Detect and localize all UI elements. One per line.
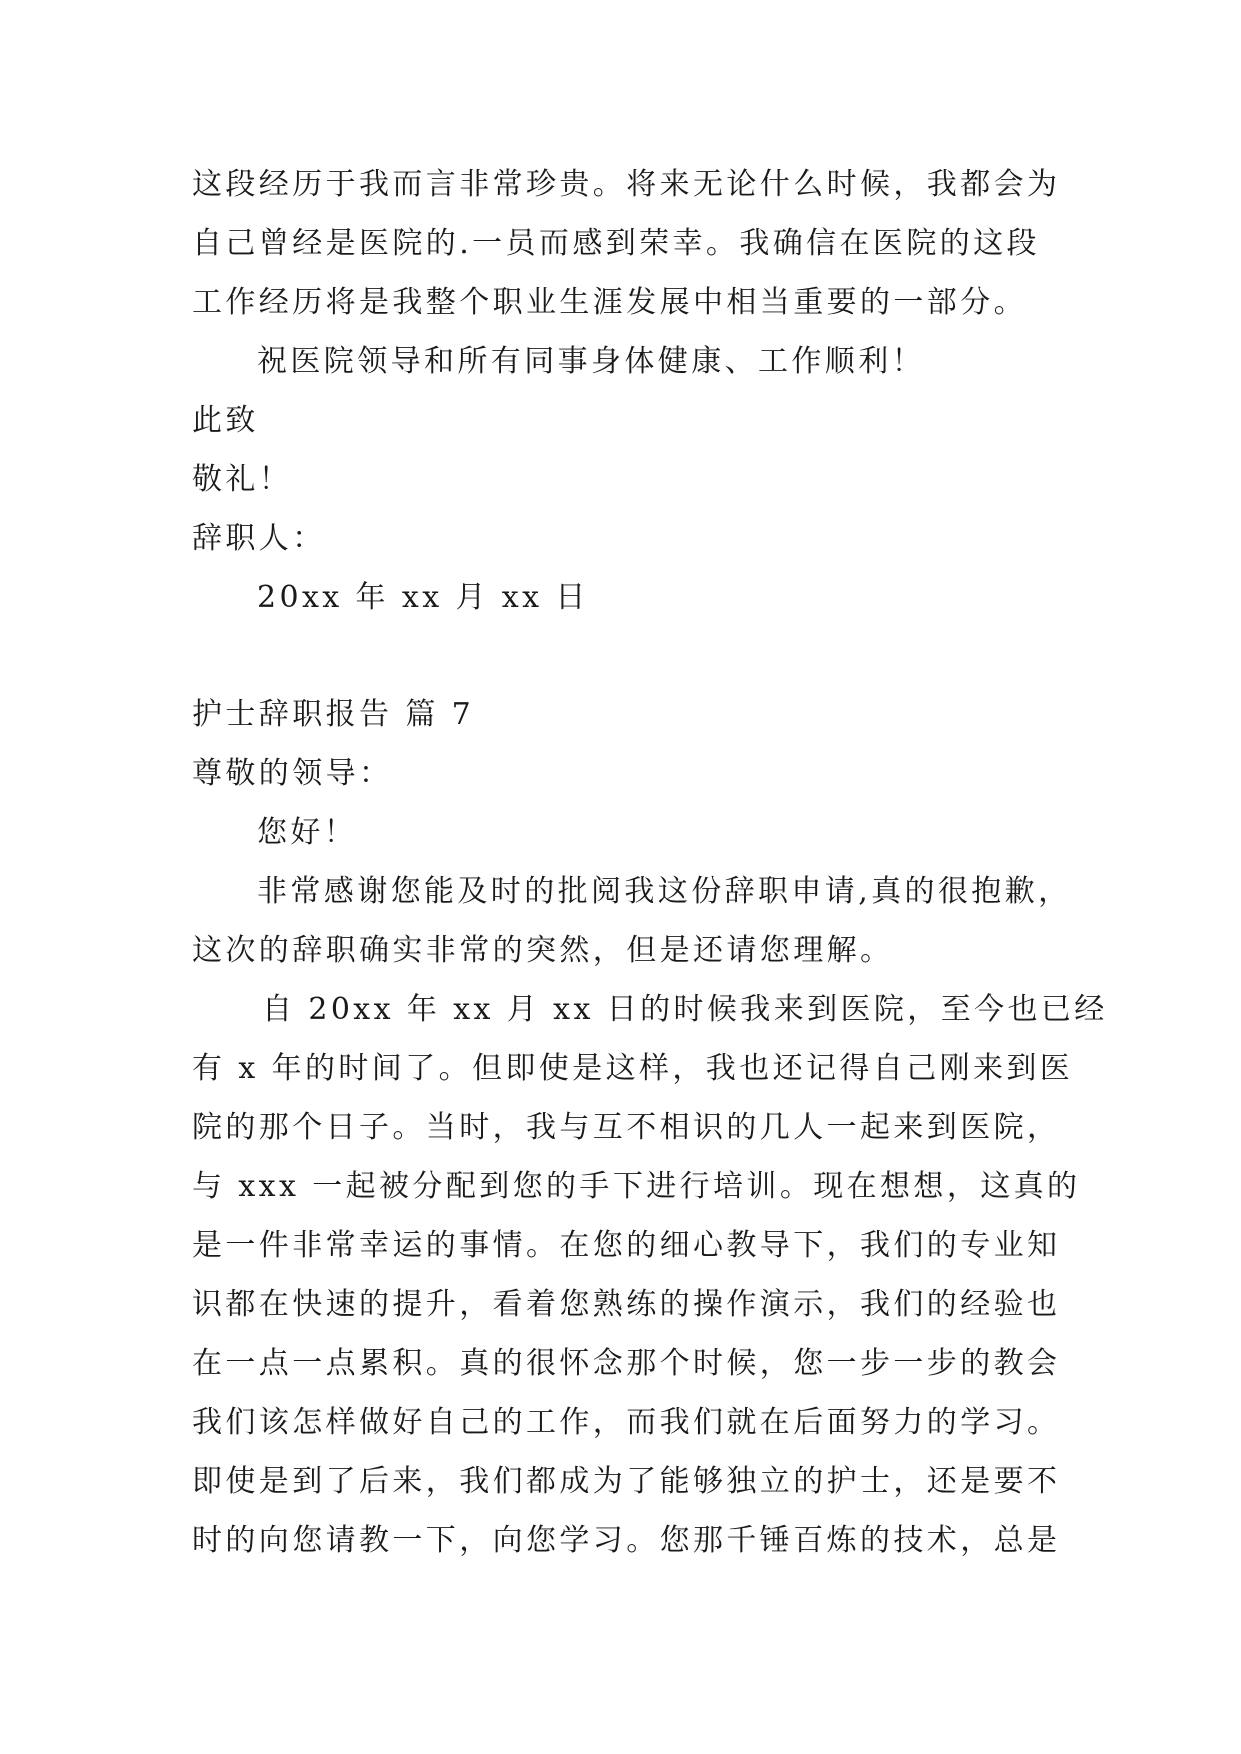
body-text-line: 是一件非常幸运的事情。在您的细心教导下，我们的专业知 [192,1228,1061,1263]
body-text-line: 有 x 年的时间了。但即使是这样，我也还记得自己刚来到医 [192,1051,1074,1086]
section-title: 护士辞职报告 篇 7 [192,697,475,732]
body-text-line: 与 xxx 一起被分配到您的手下进行培训。现在想想，这真的 [192,1169,1081,1204]
body-text-line: 非常感谢您能及时的批阅我这份辞职申请,真的很抱歉， [257,874,1072,909]
body-text-line: 时的向您请教一下，向您学习。您那千锤百炼的技术，总是 [192,1523,1061,1558]
wish-line: 祝医院领导和所有同事身体健康、工作顺利！ [257,344,925,379]
body-text-line: 自 20xx 年 xx 月 xx 日的时候我来到医院，至今也已经 [262,992,1108,1027]
body-text-line: 即使是到了后来，我们都成为了能够独立的护士，还是要不 [192,1464,1061,1499]
greeting: 您好！ [257,815,358,850]
salutation: 尊敬的领导： [192,756,393,791]
body-text-line: 工作经历将是我整个职业生涯发展中相当重要的一部分。 [192,285,1027,320]
closing-line-1: 此致 [192,403,259,438]
body-text-line: 这次的辞职确实非常的突然，但是还请您理解。 [192,933,894,968]
body-text-line: 这段经历于我而言非常珍贵。将来无论什么时候，我都会为 [192,167,1061,202]
closing-line-2: 敬礼！ [192,462,293,497]
body-text-line: 识都在快速的提升，看着您熟练的操作演示，我们的经验也 [192,1287,1061,1322]
body-text-line: 我们该怎样做好自己的工作，而我们就在后面努力的学习。 [192,1405,1061,1440]
signer-label: 辞职人： [192,521,326,556]
date-line: 20xx 年 xx 月 xx 日 [257,580,589,615]
body-text-line: 在一点一点累积。真的很怀念那个时候，您一步一步的教会 [192,1346,1061,1381]
body-text-line: 院的那个日子。当时，我与互不相识的几人一起来到医院， [192,1110,1061,1145]
body-text-line: 自己曾经是医院的.一员而感到荣幸。我确信在医院的这段 [192,226,1040,261]
